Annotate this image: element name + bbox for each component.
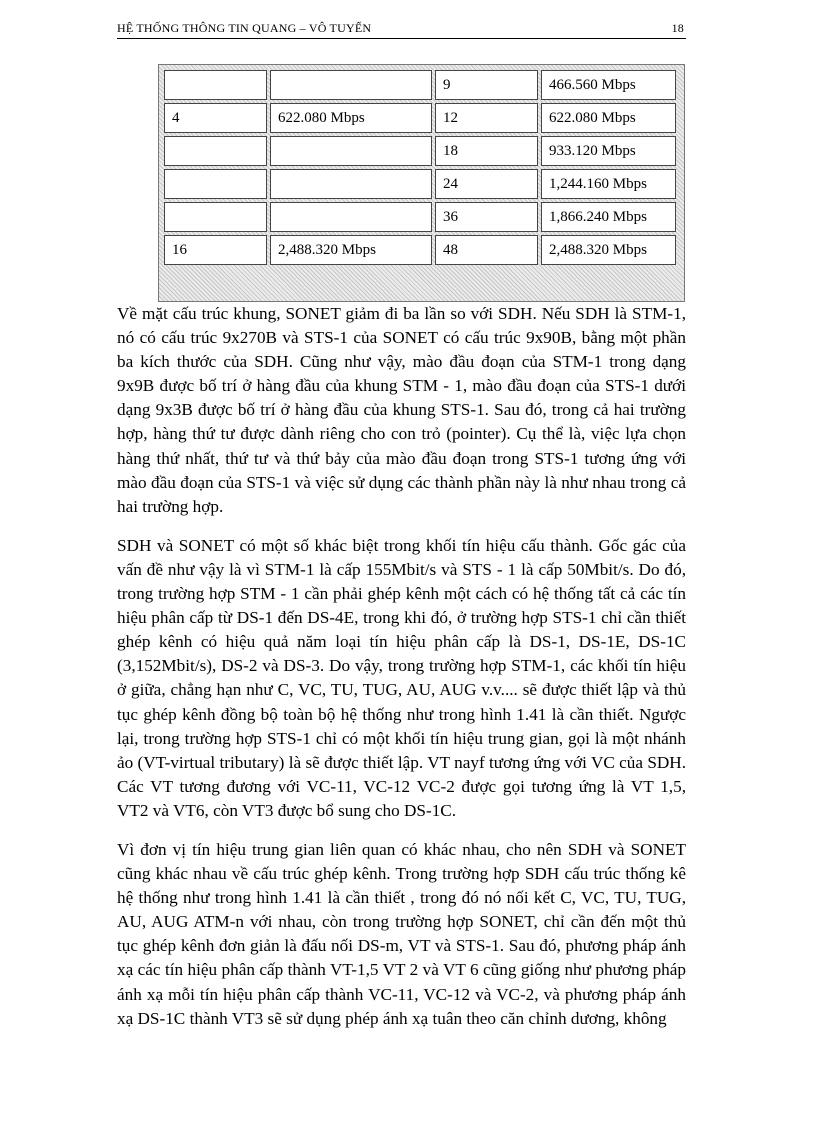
table-cell: 2,488.320 Mbps: [541, 235, 676, 265]
table-cell: [270, 169, 432, 199]
table-cell: 4: [164, 103, 267, 133]
table-cell: 48: [435, 235, 538, 265]
table-cell: [270, 202, 432, 232]
rate-table: [161, 67, 679, 268]
page-header: [117, 18, 686, 39]
page-number: 18: [671, 21, 684, 35]
table-cell: [270, 136, 432, 166]
paragraph-signal-blocks: SDH và SONET có một số khác biệt trong khối tín hiệu cấu thành. Gốc gác của vấn đề như vậy là vì STM-1 là cấp 155Mbit/s và STS - 1 là cấp 50Mbit/s. Do đó, trong trường hợp STM - 1 cần phải ghép kênh một cách có hệ thống tất cả các tín hiệu phân cấp từ DS-1 đến DS-4E, trong khi đó, ở trường hợp STS-1 chỉ cần thiết ghép kênh có hiệu quả năm loại tín hiệu phân cấp là DS-1, DS-1E, DS-1C (3,152Mbit/s), DS-2 và DS-3. Do vậy, trong trường hợp STM-1, các khối tín hiệu ở giữa, chẳng hạn như C, VC, TU, TUG, AU, AUG v.v.... sẽ được thiết lập và thủ tục ghép kênh đồng bộ toàn bộ hệ thống như trong hình 1.41 là cần thiết. Ngược lại, trong trường hợp STS-1 chỉ có một khối tín hiệu trung gian, gọi là một nhánh ảo (VT-virtual tributary) là sẽ được thiết lập. VT nayf tương ứng với VC của SDH. Các VT tương đương với VC-11, VC-12 VC-2 được gọi tương ứng là VT 1,5, VT2 và VT6, còn VT3 được bổ sung cho DS-1C.: [117, 535, 686, 820]
body-text: [117, 302, 686, 1046]
table-cell: 933.120 Mbps: [541, 136, 676, 166]
table-cell: 466.560 Mbps: [541, 70, 676, 100]
header-title: HỆ THỐNG THÔNG TIN QUANG – VÔ TUYẾN: [117, 21, 372, 35]
table-row: [164, 136, 676, 166]
table-cell: [164, 202, 267, 232]
table-cell: 36: [435, 202, 538, 232]
table-row: [164, 235, 676, 265]
table-cell: 12: [435, 103, 538, 133]
table-cell: 622.080 Mbps: [270, 103, 432, 133]
table-cell: 9: [435, 70, 538, 100]
table-cell: 2,488.320 Mbps: [270, 235, 432, 265]
table-row: [164, 70, 676, 100]
table-cell: [164, 70, 267, 100]
table-row: [164, 202, 676, 232]
table-cell: [164, 136, 267, 166]
table-cell: 18: [435, 136, 538, 166]
table-cell: 1,866.240 Mbps: [541, 202, 676, 232]
paragraph-frame-structure: Về mặt cấu trúc khung, SONET giảm đi ba lần so với SDH. Nếu SDH là STM-1, nó có cấu trúc 9x270B và STS-1 của SONET có cấu trúc 9x90B, bằng một phần ba kích thước của SDH. Cũng như vậy, mào đầu đoạn của STM-1 trong dạng 9x9B được bố trí ở hàng đầu của khung STM - 1, mào đầu đoạn của STS-1 dưới dạng 9x3B được bố trí ở hàng đầu của khung STS-1. Sau đó, trong cả hai trường hợp, hàng thứ tư được dành riêng cho con trỏ (pointer). Cụ thể là, việc lựa chọn hàng thứ nhất, thứ tư và thứ bảy của mào đầu đoạn trong STS-1 tương ứng với mào đầu đoạn của STS-1 và việc sử dụng các thành phần này là như nhau trong cả hai trường hợp.: [117, 304, 686, 516]
table-row: [164, 169, 676, 199]
table-cell: [270, 70, 432, 100]
table-cell: [164, 169, 267, 199]
table-cell: 16: [164, 235, 267, 265]
table-cell: 622.080 Mbps: [541, 103, 676, 133]
rate-table-frame: [158, 64, 685, 302]
table-cell: 24: [435, 169, 538, 199]
paragraph-multiplex-structure: Vì đơn vị tín hiệu trung gian liên quan có khác nhau, cho nên SDH và SONET cũng khác nhau về cấu trúc ghép kênh. Trong trường hợp SDH cấu trúc thống kê hệ thống như trong hình 1.41 là cần thiết , trong đó nó nối kết C, VC, TU, TUG, AU, AUG ATM-n với nhau, còn trong trường hợp SONET, chỉ cần đến một thủ tục ghép kênh đơn giản là đấu nối DS-m, VT và STS-1. Sau đó, phương pháp ánh xạ các tín hiệu phân cấp thành VT-1,5 VT 2 và VT 6 cũng giống như phương pháp ánh xạ mỗi tín hiệu phân cấp thành VC-11, VC-12 và VC-2, và phương pháp ánh xạ DS-1C thành VT3 sẽ sử dụng phép ánh xạ tuân theo căn chỉnh dương, không: [117, 839, 686, 1028]
table-cell: 1,244.160 Mbps: [541, 169, 676, 199]
table-row: [164, 103, 676, 133]
